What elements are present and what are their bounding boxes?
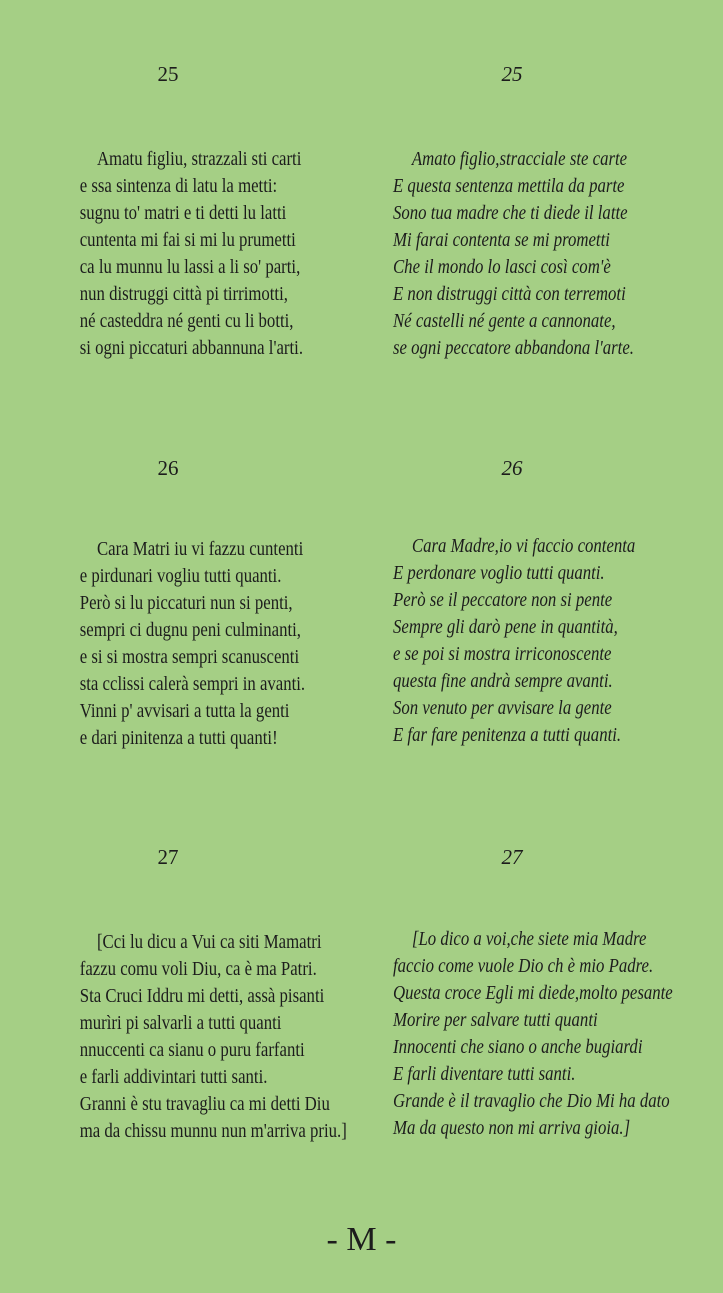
page-footer-letter: - M - — [326, 1221, 397, 1258]
stanza-number-right: 26 — [501, 456, 523, 480]
verse-line: E perdonare voglio tutti quanti. — [393, 563, 605, 584]
stanza-number-left: 27 — [157, 845, 179, 869]
verse-line: se ogni peccatore abbandona l'arte. — [393, 338, 634, 359]
verse-line: Sempre gli darò pene in quantità, — [393, 617, 618, 638]
verse-line: Né castelli né gente a cannonate, — [393, 311, 616, 332]
stanza-verse-italian — [384, 533, 659, 749]
verse-line: si ogni piccaturi abbannuna l'arti. — [79, 338, 304, 359]
stanza-verse-italian — [384, 926, 673, 1142]
verse-line: Amato figlio,stracciale ste carte — [411, 149, 628, 170]
verse-line: E non distruggi città con terremoti — [393, 284, 626, 305]
verse-line: sugnu to' matri e ti detti lu latti — [79, 203, 287, 224]
verse-line: e si si mostra sempri scanuscenti — [79, 647, 300, 668]
verse-line: nun distruggi città pi tirrimotti, — [79, 284, 288, 305]
stanza-number-right: 25 — [501, 62, 523, 86]
verse-line: Vinni p' avvisari a tutta la genti — [79, 701, 290, 722]
verse-line: ma da chissu munnu nun m'arriva priu.] — [79, 1121, 347, 1142]
verse-line: Son venuto per avvisare la gente — [393, 698, 612, 719]
verse-line: Però si lu piccaturi nun si penti, — [79, 593, 293, 614]
stanza-verse-italian — [384, 146, 659, 362]
verse-line: E far fare penitenza a tutti quanti. — [393, 725, 622, 746]
verse-line: e ssa sintenza di latu la metti: — [79, 176, 278, 197]
verse-line: e pirdunari vogliu tutti quanti. — [79, 566, 282, 587]
verse-line: Innocenti che siano o anche bugiardi — [393, 1037, 643, 1058]
verse-line: faccio come vuole Dio ch è mio Padre. — [393, 956, 654, 977]
verse-line: Però se il peccatore non si pente — [393, 590, 613, 611]
verse-line: Questa croce Egli mi diede,molto pesante — [393, 983, 673, 1004]
verse-line: e se poi si mostra irriconoscente — [393, 644, 612, 665]
verse-line: e farli addivintari tutti santi. — [79, 1067, 268, 1088]
stanza-number-left: 26 — [157, 456, 179, 480]
verse-line: E farli diventare tutti santi. — [393, 1064, 576, 1085]
verse-line: Sta Cruci Iddru mi detti, assà pisanti — [79, 986, 325, 1007]
verse-line: cuntenta mi fai si mi lu prumetti — [79, 230, 296, 251]
stanza-verse-dialect — [64, 536, 337, 752]
verse-line: murìri pi salvarli a tutti quanti — [79, 1013, 282, 1034]
verse-line: Amatu figliu, strazzali sti carti — [96, 149, 302, 170]
verse-line: ca lu munnu lu lassi a li so' parti, — [79, 257, 301, 278]
verse-line: e dari pinitenza a tutti quanti! — [79, 728, 278, 749]
verse-line: [Lo dico a voi,che siete mia Madre — [411, 929, 647, 950]
verse-line: sempri ci dugnu peni culminanti, — [79, 620, 301, 641]
verse-line: Cara Matri iu vi fazzu cuntenti — [96, 539, 304, 560]
verse-line: né casteddra né genti cu li botti, — [79, 311, 294, 332]
verse-line: Sono tua madre che ti diede il latte — [393, 203, 628, 224]
verse-line: Cara Madre,io vi faccio contenta — [411, 536, 636, 557]
stanza-verse-dialect — [64, 146, 337, 362]
verse-line: [Cci lu dicu a Vui ca siti Mamatri — [96, 932, 322, 953]
verse-line: Granni è stu travagliu ca mi detti Diu — [79, 1094, 330, 1115]
verse-line: Morire per salvare tutti quanti — [393, 1010, 598, 1031]
stanza-number-right: 27 — [501, 845, 523, 869]
verse-line: E questa sentenza mettila da parte — [393, 176, 625, 197]
verse-line: sta cclissi calerà sempri in avanti. — [79, 674, 306, 695]
verse-line: Grande è il travaglio che Dio Mi ha dato — [393, 1091, 670, 1112]
verse-line: Ma da questo non mi arriva gioia.] — [393, 1118, 631, 1139]
verse-line: nnuccenti ca sianu o puru farfanti — [79, 1040, 305, 1061]
verse-line: fazzu comu voli Diu, ca è ma Patri. — [79, 959, 317, 980]
verse-line: questa fine andrà sempre avanti. — [393, 671, 613, 692]
stanza-verse-dialect — [64, 929, 347, 1145]
verse-line: Che il mondo lo lasci così com'è — [393, 257, 611, 278]
stanza-number-left: 25 — [157, 62, 179, 86]
verse-line: Mi farai contenta se mi prometti — [393, 230, 610, 251]
